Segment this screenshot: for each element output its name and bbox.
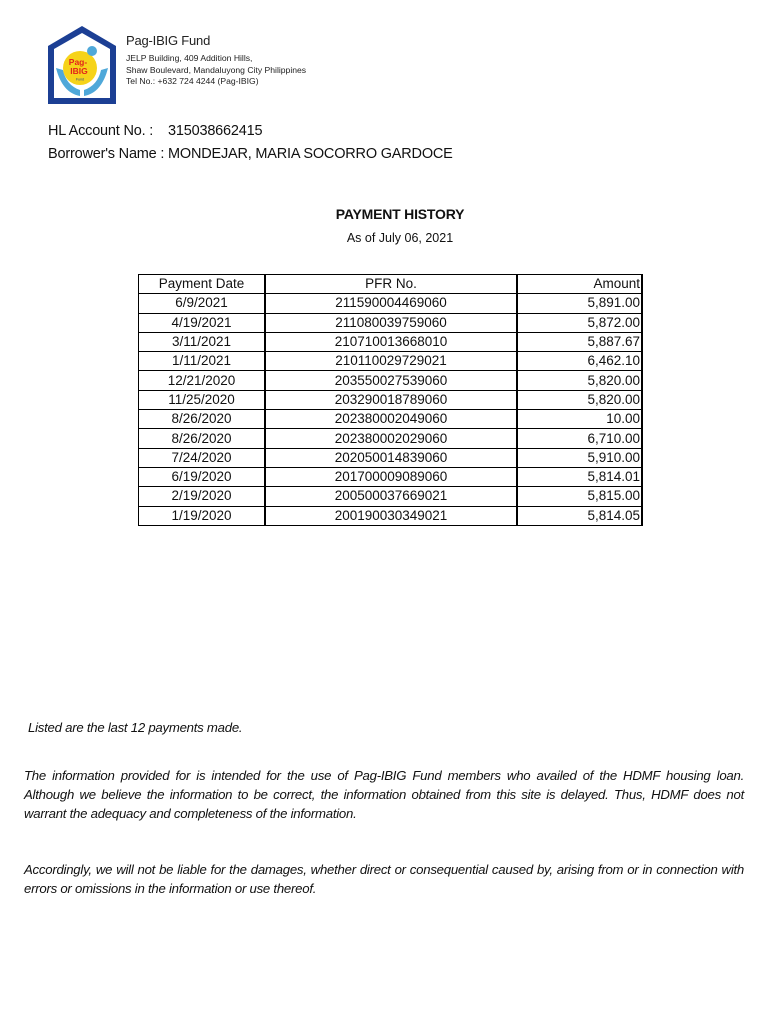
pfr-no-cell: 211590004469060 <box>265 294 517 313</box>
amount-cell: 5,887.67 <box>517 332 642 351</box>
table-row <box>139 332 643 351</box>
table-row <box>139 352 643 371</box>
logo-text-top: Pag- <box>68 57 88 67</box>
pfr-no-cell: 210710013668010 <box>265 332 517 351</box>
amount-cell: 6,462.10 <box>517 352 642 371</box>
amount-cell: 5,910.00 <box>517 448 642 467</box>
pfr-no-cell: 210110029729021 <box>265 352 517 371</box>
pfr-no-cell: 211080039759060 <box>265 313 517 332</box>
pfr-no-cell: 202050014839060 <box>265 448 517 467</box>
payment-date-cell: 7/24/2020 <box>139 448 266 467</box>
column-header-payment-date: Payment Date <box>139 275 266 294</box>
payment-date-cell: 11/25/2020 <box>139 390 266 409</box>
amount-cell: 5,872.00 <box>517 313 642 332</box>
hl-account-value: 315038662415 <box>168 123 263 139</box>
table-header-row <box>139 275 643 294</box>
report-title: PAYMENT HISTORY <box>335 206 465 222</box>
pfr-no-cell: 200190030349021 <box>265 506 517 525</box>
org-name: Pag-IBIG Fund <box>126 33 211 48</box>
column-header-amount: Amount <box>517 275 642 294</box>
borrower-row <box>48 146 453 162</box>
pfr-no-cell: 202380002029060 <box>265 429 517 448</box>
borrower-label: Borrower's Name : <box>48 146 165 162</box>
table-row <box>139 429 643 448</box>
telephone: Tel No.: +632 724 4244 (Pag-IBIG) <box>126 76 259 86</box>
payment-date-cell: 4/19/2021 <box>139 313 266 332</box>
amount-cell: 5,814.05 <box>517 506 642 525</box>
amount-cell: 5,814.01 <box>517 467 642 486</box>
payment-date-cell: 1/19/2020 <box>139 506 266 525</box>
table-row <box>139 506 643 525</box>
payment-date-cell: 12/21/2020 <box>139 371 266 390</box>
payment-date-cell: 6/19/2020 <box>139 467 266 486</box>
house-hands-logo-icon <box>46 24 118 106</box>
last-payments-note: Listed are the last 12 payments made. <box>28 720 243 735</box>
payment-date-cell: 2/19/2020 <box>139 487 266 506</box>
address-line-2: Shaw Boulevard, Mandaluyong City Philippines <box>126 64 307 75</box>
table-row <box>139 294 643 313</box>
logo-text-small: Fund <box>76 77 84 82</box>
table-row <box>139 313 643 332</box>
disclaimer-paragraph-2: Accordingly, we will not be liable for the damages, whether direct or consequential caused by, arising from or in connection with errors or omissions in the information or use thereof. <box>24 862 744 896</box>
pfr-no-cell: 201700009089060 <box>265 467 517 486</box>
pfr-no-cell: 200500037669021 <box>265 487 517 506</box>
pfr-no-cell: 202380002049060 <box>265 410 517 429</box>
logo-text-bottom: IBIG <box>70 66 88 76</box>
payment-history-table <box>138 274 643 526</box>
pfr-no-cell: 203290018789060 <box>265 390 517 409</box>
table-row <box>139 371 643 390</box>
table-row <box>139 390 643 409</box>
table-row <box>139 410 643 429</box>
report-date: As of July 06, 2021 <box>346 231 454 245</box>
amount-cell: 5,891.00 <box>517 294 642 313</box>
disclaimer-paragraph-1: The information provided for is intended for the use of Pag-IBIG Fund members who availed of the HDMF housing loan. Although we believe the information to be correct, the information obtained from this site is delayed. Thus, HDMF does not warrant the adequacy and completeness of the information. <box>24 768 744 821</box>
pag-ibig-logo <box>46 24 118 106</box>
hl-account-label: HL Account No. : <box>48 123 154 139</box>
payment-date-cell: 8/26/2020 <box>139 429 266 448</box>
table-row <box>139 487 643 506</box>
payment-date-cell: 1/11/2021 <box>139 352 266 371</box>
address-line-1: JELP Building, 409 Addition Hills, <box>126 53 253 63</box>
pfr-no-cell: 203550027539060 <box>265 371 517 390</box>
hl-account-row <box>48 123 263 139</box>
table-row <box>139 467 643 486</box>
amount-cell: 5,820.00 <box>517 371 642 390</box>
amount-cell: 5,815.00 <box>517 487 642 506</box>
borrower-value: MONDEJAR, MARIA SOCORRO GARDOCE <box>168 146 453 162</box>
payment-date-cell: 3/11/2021 <box>139 332 266 351</box>
org-header <box>126 33 306 88</box>
amount-cell: 6,710.00 <box>517 429 642 448</box>
table-row <box>139 448 643 467</box>
amount-cell: 5,820.00 <box>517 390 642 409</box>
amount-cell: 10.00 <box>517 410 642 429</box>
payment-date-cell: 8/26/2020 <box>139 410 266 429</box>
payment-date-cell: 6/9/2021 <box>139 294 266 313</box>
column-header-pfr-no: PFR No. <box>265 275 517 294</box>
